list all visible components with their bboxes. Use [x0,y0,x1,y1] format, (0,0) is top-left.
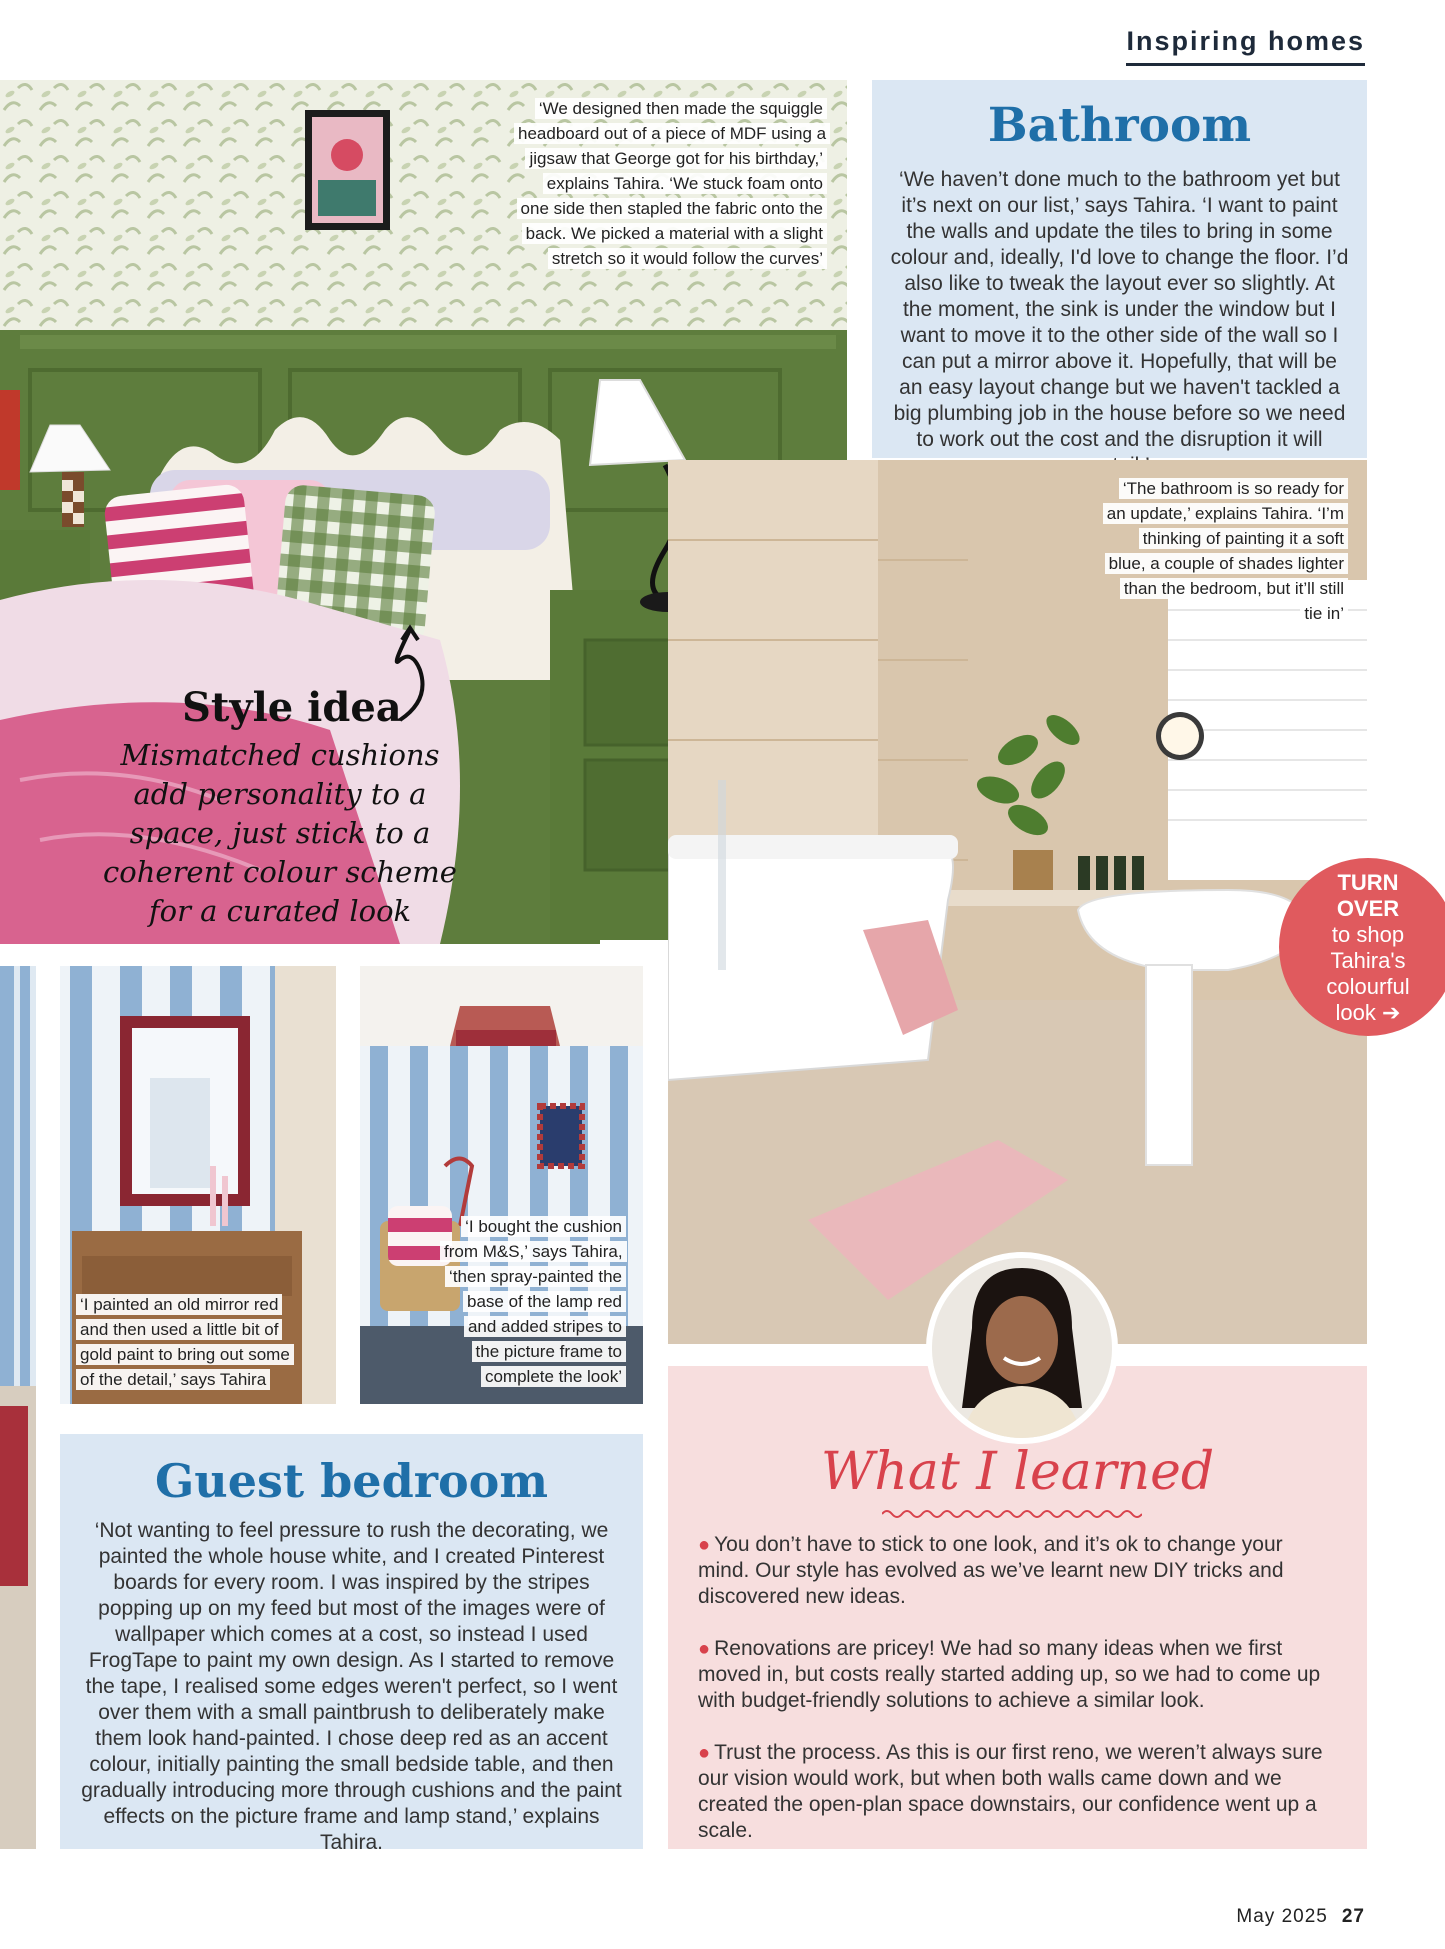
learned-item-text: Renovations are pricey! We had so many ideas when we first moved in, but costs really started adding up, so we had to come up with budget-friendly solutions to achieve a similar look. [698,1637,1321,1712]
turn-over-line1: TURN [1337,870,1399,895]
learned-item [698,1636,1338,1714]
learned-item [698,1740,1338,1844]
page-number: 27 [1341,1906,1365,1927]
bullet-dot-icon: ● [698,1742,711,1764]
lamp-caption [440,1214,626,1389]
learned-title: What I learned [820,1442,1215,1502]
turn-over-line3: to shop [1331,922,1405,947]
section-label: Inspiring homes [1126,26,1365,66]
bathroom-body: ‘We haven’t done much to the bathroom yet but it’s next on our list,’ says Tahira. ‘I want to paint the walls and update the tiles to bring in some colour and, ideally, I'd love to change the floor. I’d also like to tweak the layout ever so slightly. At the moment, the sink is under the window but I want to move it to the other side of the wall so I can put a mirror above it. Hopefully, that will be an easy layout change but we haven't tackled a big plumbing job in the house before so we need to work out the cost and the disruption it will [890,168,1349,451]
footer-date: May 2025 [1236,1906,1328,1927]
guest-bedroom-box [60,1434,643,1854]
turn-over-line2: OVER [1336,896,1400,921]
lamp-caption-text: ‘I bought the cushion from M&S,’ says Tahira, ‘then spray-painted the base of the lamp red and added stripes to the picture frame to complete the look’ [440,1216,627,1387]
bathroom-box [872,80,1367,458]
turn-over-badge[interactable] [1279,858,1445,1036]
learned-list [698,1532,1338,1870]
bullet-dot-icon: ● [698,1638,711,1660]
turn-over-line5: colourful [1326,974,1410,999]
portrait-photo [926,1252,1118,1444]
style-idea-title: Style idea [182,684,402,731]
edge-photo [0,966,36,1849]
mirror-caption [76,1292,306,1392]
turn-over-line4: Tahira's [1330,948,1406,973]
bathroom-title: Bathroom [987,98,1252,153]
squiggle-divider-icon [882,1508,1142,1520]
bullet-dot-icon: ● [698,1534,711,1556]
learned-item [698,1532,1338,1610]
headboard-caption-text: ‘We designed then made the squiggle headboard out of a piece of MDF using a jigsaw that George got for his birthday,’ explains Tahira. ‘We stuck foam onto one side then stapled the fabric onto the back. We picked a material with a slight stretch so it would follow the curves’ [514,98,830,269]
turn-over-line6: look ➔ [1335,1000,1401,1025]
page-footer [1236,1906,1365,1928]
bathroom-photo-caption-text: ‘The bathroom is so ready for an update,’ explains Tahira. ‘I’m thinking of painting it a soft blue, a couple of shades lighter than the bedroom, but it’ll still tie in’ [1103,478,1348,624]
learned-item-text: You don’t have to stick to one look, and it’s ok to change your mind. Our style has evolved as we’ve learnt new DIY tricks and discovered new ideas. [698,1533,1284,1608]
mirror-caption-text: ‘I painted an old mirror red and then used a little bit of gold paint to bring out some of the detail,’ says Tahira [76,1294,294,1390]
guest-bedroom-body: ‘Not wanting to feel pressure to rush the decorating, we painted the whole house white, and I created Pinterest boards for every room. I was inspired by the stripes popping up on my feed but most of the images were of wallpaper which comes at a cost, so instead I used FrogTape to paint my own design. As I started to remove the tape, I realised some edges weren't perfect, so I went over them with a small paintbrush to deliberately make them look hand-painted. I chose deep red as an accent colour, initially painting the small bedside table, and then gradually introducing more through cushions and the paint effects on the picture frame and lamp stand,’ explains Tahira. [81,1519,622,1854]
guest-bedroom-title: Guest bedroom [154,1454,549,1508]
learned-item-text: Trust the process. As this is our first reno, we weren’t always sure our vision would work, but when both walls came down and we created the open-plan space downstairs, our confidence went up a scale. [698,1741,1323,1842]
bathroom-photo-caption [1102,476,1348,626]
headboard-caption [514,96,827,271]
style-idea-text: Mismatched cushions add personality to a space, just stick to a coherent colour scheme for a curated look [103,738,457,928]
